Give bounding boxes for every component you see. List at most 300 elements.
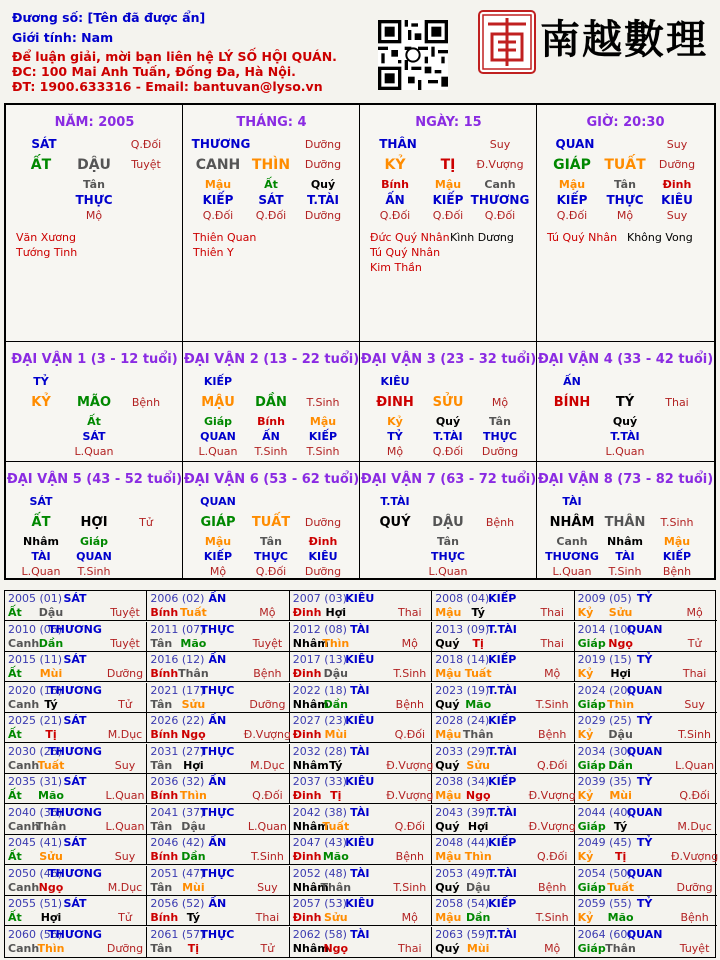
hidden-stem-state: Q.Đối (379, 209, 411, 222)
year-label: 2054 (50) (577, 866, 632, 880)
year-stem-god: TÀI (350, 683, 370, 697)
dai-van-title: ĐẠI VẬN 3 (23 - 32 tuổi) (360, 352, 537, 367)
year-stem: Canh (8, 697, 40, 711)
year-stem-god: QUAN (626, 866, 663, 880)
pillar-stem: GIÁP (553, 157, 591, 173)
year-life-stage: Tuyệt (110, 606, 140, 619)
annual-luck-cell (147, 713, 289, 743)
year-label: 2043 (39) (435, 805, 490, 819)
year-stem: Bính (150, 728, 179, 741)
year-branch: Tị (187, 941, 200, 955)
dai-van-title: ĐẠI VẬN 8 (73 - 82 tuổi) (537, 472, 714, 487)
hidden-stem-state: Q.Đối (432, 209, 464, 222)
year-stem: Ất (8, 789, 22, 802)
hidden-stem-state: Suy (666, 209, 688, 222)
special-star: Tú Quý Nhân (547, 231, 618, 244)
year-label: 2014 (10) (577, 622, 632, 636)
year-label: 2056 (52) (150, 897, 205, 910)
year-stem-god: ẤN (208, 775, 227, 788)
year-stem-god: TÀI (350, 805, 370, 819)
year-branch: Sửu (324, 911, 348, 924)
year-branch: Tý (329, 758, 343, 772)
special-star: Kim Thần (370, 261, 422, 274)
hidden-stem-god: ẤN (385, 193, 405, 207)
year-label: 2060 (56) (8, 927, 63, 941)
year-label: 2039 (35) (577, 775, 632, 788)
dai-van-stem-god: SÁT (29, 495, 53, 508)
year-stem: Bính (150, 667, 179, 680)
year-label: 2044 (40) (577, 805, 632, 819)
special-star: Đức Quý Nhân (370, 231, 450, 244)
year-stem: Ất (8, 850, 22, 863)
hidden-stem: Mậu (204, 535, 232, 548)
annual-luck-cell (147, 927, 289, 957)
annual-luck-cell (290, 622, 432, 652)
year-life-stage: Mộ (544, 667, 561, 680)
annual-luck-cell (5, 774, 147, 804)
year-stem: Giáp (577, 697, 606, 711)
hidden-stem-god: KIẾP (203, 550, 233, 563)
year-branch: Mão (38, 789, 64, 802)
dai-van-life-stage: T.Sinh (660, 516, 694, 529)
year-branch: Thìn (607, 697, 635, 711)
year-stem: Tân (150, 758, 173, 772)
pillar-branch: THÌN (251, 157, 291, 173)
special-star: Kình Dương (450, 231, 514, 244)
year-stem-god: KIẾP (488, 592, 517, 605)
year-branch: Ngọ (181, 728, 206, 741)
year-stem-god: SÁT (63, 653, 87, 666)
year-branch: Dần (181, 850, 206, 863)
year-life-stage: T.Sinh (393, 880, 427, 894)
year-life-stage: Thai (540, 606, 564, 619)
year-stem-god: T.TÀI (487, 927, 517, 941)
hidden-stem-state: Mộ (616, 209, 634, 222)
year-stem-god: THỰC (200, 927, 235, 941)
year-life-stage: M.Dục (250, 758, 285, 772)
hidden-stem-god: THỰC (483, 430, 517, 443)
hidden-stem: Canh (484, 178, 516, 191)
year-life-stage: Đ.Vượng (528, 819, 576, 833)
year-stem-god: THƯƠNG (48, 744, 102, 758)
dai-van-stem-god: QUAN (200, 495, 236, 508)
hidden-stem: Ất (87, 415, 101, 428)
year-life-stage: Mộ (401, 636, 418, 650)
annual-luck-cell (575, 713, 717, 743)
annual-luck-cell (290, 683, 432, 713)
year-stem: Ất (8, 728, 22, 741)
year-life-stage: Đ.Vượng (243, 728, 291, 741)
year-stem-god: ẤN (208, 653, 227, 666)
qr-code-icon[interactable] (378, 20, 448, 90)
hidden-stem: Tân (614, 178, 636, 191)
pillar-branch: TỊ (440, 157, 456, 173)
year-stem: Quý (435, 941, 460, 955)
year-label: 2005 (01) (8, 592, 63, 605)
year-stem-god: QUAN (626, 927, 663, 941)
year-stem: Kỷ (577, 667, 594, 680)
dai-van-stem-god: T.TÀI (380, 495, 410, 508)
dai-van-branch: MÃO (76, 395, 112, 410)
annual-luck-cell (575, 896, 717, 926)
year-branch: Dậu (465, 880, 491, 894)
hidden-stem-god: THƯƠNG (545, 550, 599, 563)
year-branch: Tý (186, 911, 201, 924)
year-life-stage: Tử (118, 911, 132, 924)
year-life-stage: Bệnh (253, 667, 282, 680)
year-branch: Mùi (609, 789, 632, 802)
chart-grid (4, 103, 716, 580)
year-stem-god: THƯƠNG (48, 927, 102, 941)
year-branch: Mùi (39, 667, 63, 680)
pillar-stem-god: THÂN (379, 137, 417, 151)
year-stem: Tân (150, 636, 173, 650)
year-label: 2049 (45) (577, 836, 632, 849)
hidden-stem-state: L.Quan (552, 565, 592, 578)
year-life-stage: Bệnh (395, 697, 424, 711)
year-branch: Thân (178, 667, 209, 680)
year-life-stage: M.Dục (677, 819, 712, 833)
pillar-title: NGÀY: 15 (415, 115, 482, 130)
year-label: 2063 (59) (435, 927, 490, 941)
year-stem-god: THỰC (200, 622, 235, 636)
year-stem-god: THỰC (200, 744, 235, 758)
address-line: ĐC: 100 Mai Anh Tuấn, Đống Đa, Hà Nội. (12, 64, 296, 79)
year-label: 2052 (48) (292, 866, 347, 880)
annual-luck-cell (147, 896, 289, 926)
year-label: 2051 (47) (150, 866, 205, 880)
hidden-stem-state: T.Sinh (254, 445, 288, 458)
year-stem-god: TỶ (636, 775, 653, 788)
hidden-stem: Mậu (558, 178, 586, 191)
year-stem-god: TÀI (350, 622, 370, 636)
year-stem: Mậu (435, 911, 462, 924)
pillar-branch-state: Suy (666, 138, 688, 151)
year-label: 2022 (18) (292, 683, 347, 697)
year-branch: Tý (471, 606, 485, 619)
year-life-stage: L.Quan (675, 758, 715, 772)
year-branch: Sửu (181, 697, 206, 711)
hidden-stem: Giáp (79, 535, 109, 548)
hidden-stem: Quý (435, 415, 461, 428)
hidden-stem: Mậu (309, 415, 337, 428)
year-stem-god: KIẾP (488, 897, 517, 910)
hidden-stem-god: SÁT (82, 430, 106, 443)
hidden-stem: Đinh (308, 535, 338, 548)
annual-luck-cell (432, 805, 574, 835)
dai-van-stem: MẬU (201, 395, 235, 410)
dai-van-stem: ẤT (31, 515, 51, 530)
year-branch: Hợi (610, 667, 631, 680)
year-stem: Ất (8, 911, 22, 924)
special-star: Tú Quý Nhân (370, 246, 441, 259)
pillar-stem-god: SÁT (31, 137, 57, 151)
year-label: 2030 (26) (8, 744, 63, 758)
year-stem: Mậu (435, 850, 462, 863)
year-stem: Quý (435, 758, 460, 772)
year-life-stage: Dưỡng (676, 880, 713, 894)
annual-luck-cell (147, 866, 289, 896)
annual-luck-cell (575, 835, 717, 865)
annual-luck-cell (5, 591, 147, 621)
gender-line: Giới tính: Nam (12, 30, 114, 45)
year-life-stage: Bệnh (395, 850, 424, 863)
year-branch: Ngọ (608, 636, 633, 650)
year-life-stage: T.Sinh (250, 850, 284, 863)
dai-van-stem-god: TỶ (33, 375, 49, 388)
year-label: 2018 (14) (435, 653, 490, 666)
hidden-stem-god: KIẾP (432, 193, 464, 207)
dai-van-branch: THÂN (604, 515, 646, 530)
hidden-stem: Mậu (663, 535, 691, 548)
hidden-stem-god: T.TÀI (610, 430, 640, 443)
pillar-stem: ẤT (30, 157, 52, 173)
hidden-stem-god: KIẾP (556, 193, 588, 207)
year-stem: Ất (8, 667, 22, 680)
year-branch: Hợi (467, 819, 489, 833)
hidden-stem: Giáp (203, 415, 233, 428)
hidden-stem: Quý (310, 178, 336, 191)
year-branch: Dậu (38, 606, 64, 619)
hidden-stem: Mậu (434, 178, 462, 191)
year-label: 2031 (27) (150, 744, 205, 758)
year-stem: Đinh (292, 667, 322, 680)
owner-line: Đương số: [Tên đã được ẩn] (12, 10, 206, 25)
year-stem: Đinh (292, 911, 322, 924)
year-label: 2023 (19) (435, 683, 490, 697)
year-label: 2013 (09) (435, 622, 490, 636)
year-life-stage: Suy (114, 758, 136, 772)
year-life-stage: T.Sinh (678, 728, 712, 741)
year-life-stage: Q.Đối (536, 758, 568, 772)
dai-van-branch: DẬU (432, 515, 464, 530)
dai-van-branch: TUẤT (251, 515, 291, 530)
year-life-stage: Q.Đối (252, 789, 283, 802)
year-branch: Hợi (40, 911, 62, 924)
annual-luck-cell (575, 774, 717, 804)
year-life-stage: Tuyệt (252, 636, 283, 650)
annual-luck-cell (5, 866, 147, 896)
year-branch: Sửu (466, 758, 490, 772)
annual-luck-cell (575, 866, 717, 896)
hidden-stem-state: Mộ (85, 209, 103, 222)
year-label: 2059 (55) (577, 897, 632, 910)
year-label: 2037 (33) (292, 775, 347, 788)
year-stem-god: TỶ (636, 836, 653, 849)
dai-van-life-stage: Mộ (491, 396, 509, 409)
annual-luck-cell (575, 683, 717, 713)
year-label: 2016 (12) (150, 653, 205, 666)
year-stem: Nhâm (292, 697, 329, 711)
year-stem-god: TỶ (636, 653, 653, 666)
hidden-stem-state: L.Quan (605, 445, 645, 458)
year-stem: Tân (150, 697, 173, 711)
year-label: 2053 (49) (435, 866, 490, 880)
pillar-branch: DẬU (77, 157, 111, 173)
year-stem: Canh (8, 819, 40, 833)
hidden-stem: Nhâm (23, 535, 59, 548)
hidden-stem-state: Mộ (386, 445, 404, 458)
year-stem-god: KIẾP (488, 714, 517, 727)
year-label: 2017 (13) (292, 653, 347, 666)
annual-luck-cell (290, 835, 432, 865)
year-stem: Bính (150, 606, 179, 619)
year-life-stage: Tử (687, 636, 702, 650)
hidden-stem-state: Q.Đối (432, 445, 464, 458)
year-stem-god: QUAN (626, 744, 663, 758)
year-branch: Dần (608, 758, 633, 772)
year-branch: Dậu (181, 819, 206, 833)
hidden-stem-state: L.Quan (428, 565, 468, 578)
annual-luck-cell (5, 652, 147, 682)
year-branch: Tuất (322, 819, 350, 833)
year-branch: Mão (322, 850, 349, 863)
year-stem-god: TỶ (636, 714, 653, 727)
hidden-stem: Tân (260, 535, 282, 548)
year-label: 2048 (44) (435, 836, 490, 849)
pillar-stem-god: THƯƠNG (191, 137, 251, 151)
year-label: 2032 (28) (292, 744, 347, 758)
annual-luck-cell (432, 866, 574, 896)
hidden-stem: Mậu (204, 178, 232, 191)
year-stem: Nhâm (292, 758, 329, 772)
annual-luck-cell (147, 744, 289, 774)
year-stem: Giáp (577, 880, 606, 894)
year-label: 2041 (37) (150, 805, 205, 819)
year-stem-god: KIÊU (345, 592, 375, 605)
dai-van-stem-god: TÀI (562, 495, 582, 508)
year-life-stage: Tuyệt (679, 941, 710, 955)
annual-luck-cell (147, 622, 289, 652)
year-label: 2035 (31) (8, 775, 63, 788)
dai-van-life-stage: Tử (139, 516, 153, 529)
annual-luck-grid (4, 590, 719, 958)
pillar-title: GIỜ: 20:30 (586, 115, 665, 130)
year-stem: Giáp (577, 758, 606, 772)
year-branch: Mùi (466, 941, 490, 955)
year-stem-god: TÀI (350, 927, 370, 941)
year-stem-god: KIẾP (488, 775, 517, 788)
year-stem: Nhâm (292, 819, 329, 833)
year-stem-god: THƯƠNG (48, 805, 102, 819)
year-label: 2062 (58) (292, 927, 347, 941)
year-branch: Dậu (608, 728, 633, 741)
hidden-stem-state: Q.Đối (202, 209, 234, 222)
special-star: Văn Xương (16, 231, 76, 244)
year-label: 2033 (29) (435, 744, 490, 758)
year-label: 2046 (42) (150, 836, 205, 849)
year-label: 2006 (02) (150, 592, 205, 605)
year-stem-god: THỰC (200, 805, 235, 819)
hidden-stem: Kỷ (387, 415, 403, 428)
year-stem: Giáp (577, 941, 606, 955)
year-stem-god: KIÊU (345, 897, 375, 910)
year-branch: Thìn (322, 636, 350, 650)
hidden-stem: Canh (556, 535, 588, 548)
year-life-stage: Dưỡng (106, 941, 144, 955)
year-stem-god: ẤN (208, 714, 227, 727)
year-life-stage: Đ.Vượng (386, 789, 434, 802)
pillar-branch-state: Q.Đối (130, 138, 162, 151)
year-stem-god: ẤN (208, 592, 227, 605)
hidden-stem-state: Mộ (209, 565, 227, 578)
year-life-stage: Q.Đối (679, 789, 710, 802)
year-stem-god: T.TÀI (487, 805, 517, 819)
year-life-stage: Bệnh (680, 911, 709, 924)
year-label: 2012 (08) (292, 622, 347, 636)
year-label: 2064 (60) (577, 927, 632, 941)
hidden-stem: Đinh (662, 178, 692, 191)
year-stem-god: TỶ (636, 897, 653, 910)
year-branch: Tuất (37, 758, 65, 772)
year-stem: Giáp (577, 636, 606, 650)
year-life-stage: Đ.Vượng (528, 789, 576, 802)
year-life-stage: Q.Đối (394, 819, 426, 833)
year-branch: Tị (614, 850, 627, 863)
brand-title: 南越數理 (540, 16, 708, 63)
year-label: 2036 (32) (150, 775, 205, 788)
annual-luck-cell (432, 683, 574, 713)
year-stem-god: THỰC (200, 683, 235, 697)
dai-van-branch: TÝ (615, 395, 635, 410)
annual-luck-cell (575, 927, 717, 957)
hidden-stem: Tân (489, 415, 511, 428)
year-label: 2045 (41) (8, 836, 63, 849)
year-label: 2011 (07) (150, 622, 205, 636)
year-label: 2021 (17) (150, 683, 205, 697)
annual-luck-cell (5, 896, 147, 926)
year-stem-god: ẤN (208, 836, 227, 849)
year-stem: Bính (150, 789, 179, 802)
year-stem: Tân (150, 941, 173, 955)
year-stem: Tân (150, 819, 173, 833)
hidden-stem-state: Bệnh (662, 565, 692, 578)
year-stem-god: SÁT (63, 775, 87, 788)
year-label: 2042 (38) (292, 805, 347, 819)
year-stem-god: KIÊU (345, 836, 375, 849)
hidden-stem: Nhâm (607, 535, 643, 548)
annual-luck-cell (432, 927, 574, 957)
annual-luck-cell (432, 591, 574, 621)
annual-luck-cell (5, 927, 147, 957)
year-label: 2009 (05) (577, 592, 632, 605)
hidden-stem-god: THỰC (254, 550, 288, 563)
year-label: 2047 (43) (292, 836, 347, 849)
year-label: 2050 (46) (8, 866, 63, 880)
hidden-stem-state: L.Quan (74, 445, 114, 458)
year-branch: Thìn (179, 789, 207, 802)
hidden-stem-god: TÀI (615, 550, 635, 563)
annual-luck-cell (5, 683, 147, 713)
hidden-stem-state: T.Sinh (306, 445, 340, 458)
year-branch: Mùi (182, 880, 205, 894)
year-stem-god: KIÊU (345, 775, 375, 788)
annual-luck-cell (290, 896, 432, 926)
year-stem: Nhâm (292, 636, 329, 650)
year-stem-god: SÁT (63, 836, 87, 849)
year-label: 2040 (36) (8, 805, 63, 819)
year-stem: Kỷ (577, 606, 594, 619)
year-stem-god: KIẾP (488, 653, 517, 666)
year-label: 2015 (11) (8, 653, 63, 666)
year-stem: Đinh (292, 728, 322, 741)
pillar-title: THÁNG: 4 (236, 115, 307, 130)
year-life-stage: Mộ (686, 606, 703, 619)
dai-van-stem: QUÝ (379, 515, 411, 530)
year-label: 2058 (54) (435, 897, 490, 910)
year-label: 2024 (20) (577, 683, 632, 697)
year-stem-god: KIÊU (345, 653, 375, 666)
